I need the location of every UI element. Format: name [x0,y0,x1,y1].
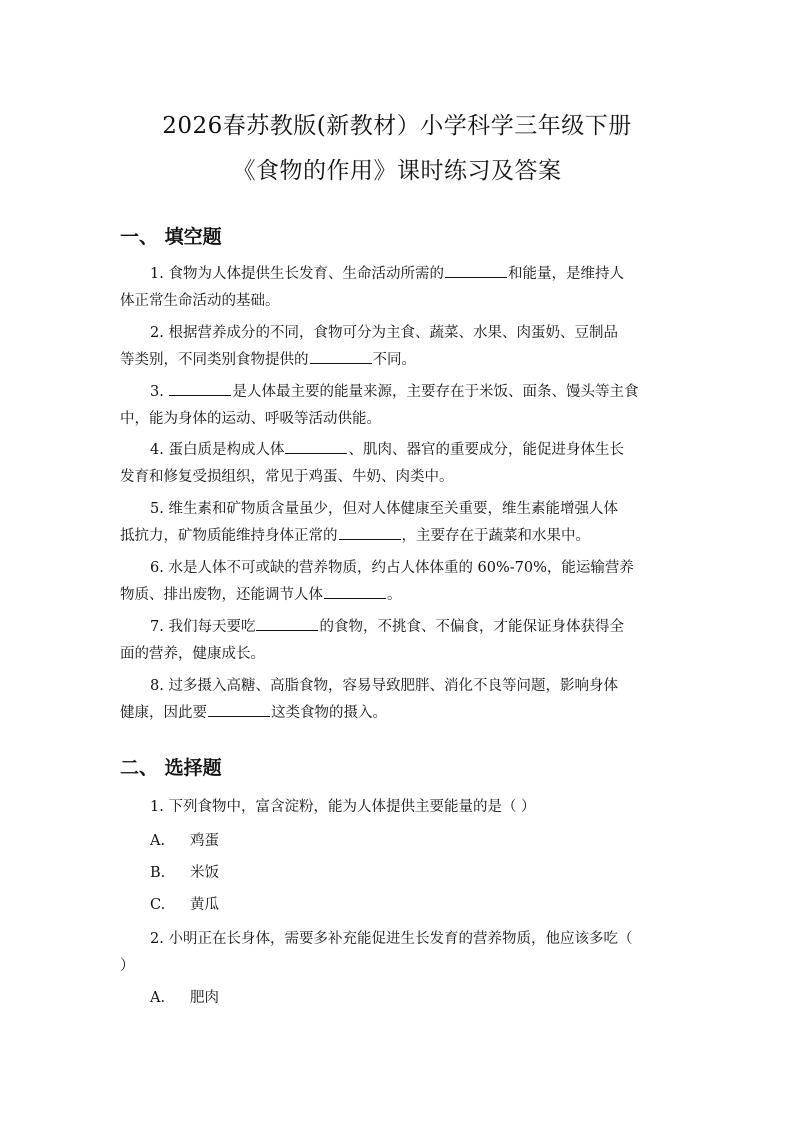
fill-question-1: 1. 食物为人体提供生长发育、生命活动所需的 和能量，是维持人 体正常生命活动的基础。 [120,261,676,315]
answer-blank [285,439,347,454]
choice-option-b: B. 米饭 [150,865,219,881]
answer-blank [324,584,386,599]
fill-question-7: 7. 我们每天要吃 的食物，不挑食、不偏食，才能保证身体获得全 面的营养，健康成长。 [120,614,676,668]
choice-question-2: 2. 小明正在长身体，需要多补充能促进生长发育的营养物质，他应该多吃（ ） [120,931,633,974]
fill-question-2: 2. 根据营养成分的不同，食物可分为主食、蔬菜、水果、肉蛋奶、豆制品 等类别，不同类别食物提供的 不同。 [120,325,618,368]
answer-blank [339,525,401,540]
document-title-line1: 2026春苏教版(新教材）小学科学三年级下册 [162,113,632,139]
fill-question-6: 6. 水是人体不可或缺的营养物质，约占人体体重的 60%-70%，能运输营养 物质、排出废物，还能调节人体 。 [120,560,634,603]
answer-blank [208,702,270,717]
choice-option-c: C. 黄瓜 [150,897,219,913]
answer-blank [445,263,507,278]
choice-option-a: A. 鸡蛋 [150,833,219,849]
fill-question-8: 8. 过多摄入高糖、高脂食物，容易导致肥胖、消化不良等问题，影响身体 健康，因此要 这类食物的摄入。 [120,678,618,721]
fill-question-4: 4. 蛋白质是构成人体 、肌肉、器官的重要成分，能促进身体生长 发育和修复受损组织，常见于鸡蛋、牛奶、肉类中。 [120,437,676,491]
answer-blank [169,381,231,396]
section-heading-multiple-choice: 二、 选择题 [120,757,222,779]
choice-option-a: A. 肥肉 [150,990,219,1006]
fill-question-3: 3. 是人体最主要的能量来源，主要存在于米饭、面条、馒头等主食 中，能为身体的运动、呼吸等活动供能。 [120,379,676,433]
fill-question-5: 5. 维生素和矿物质含量虽少，但对人体健康至关重要，维生素能增强人体 抵抗力，矿物质能维持身体正常的 ，主要存在于蔬菜和水果中。 [120,501,618,544]
answer-blank [256,616,318,631]
choice-question-1: 1. 下列食物中，富含淀粉，能为人体提供主要能量的是（ ） [150,799,536,815]
document-title-line2: 《食物的作用》课时练习及答案 [232,158,562,184]
answer-blank [310,349,372,364]
section-heading-fill-blank: 一、 填空题 [120,226,222,248]
